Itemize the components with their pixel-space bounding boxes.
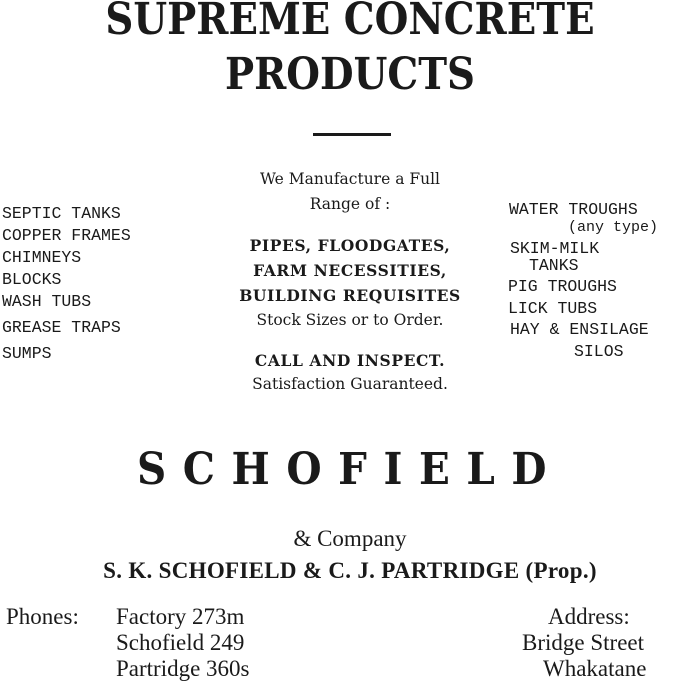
product-item: BLOCKS [2,270,62,289]
firm-partners: S. K. SCHOFIELD & C. J. PARTRIDGE (Prop.) [103,558,597,583]
address-street: Bridge Street [522,630,644,655]
headline-line-1: SUPREME CONCRETE [105,0,595,45]
phone-partridge: Partridge 360s [116,656,250,681]
call-line: CALL AND INSPECT. [254,351,446,370]
product-item: WASH TUBS [2,292,92,311]
stock-line: Stock Sizes or to Order. [256,311,444,329]
product-item: SILOS [574,342,624,361]
product-note: (any type) [568,219,659,236]
product-item: COPPER FRAMES [2,226,131,245]
bold-line-2: FARM NECESSITIES, [253,261,447,280]
bold-line-3: BUILDING REQUISITES [239,286,461,305]
firm-name: SCHOFIELD [136,444,564,495]
product-item: GREASE TRAPS [2,318,121,337]
address-town: Whakatane [543,656,647,681]
middle-column [215,0,485,400]
product-item: WATER TROUGHS [509,200,638,219]
phone-schofield: Schofield 249 [116,630,245,655]
product-item: SEPTIC TANKS [2,204,121,223]
satisfaction-line: Satisfaction Guaranteed. [252,375,448,393]
phones-label: Phones: [6,604,79,629]
product-item: LICK TUBS [508,299,598,318]
product-item: CHIMNEYS [2,248,82,267]
product-item: PIG TROUGHS [508,277,617,296]
left-products-list [2,203,131,365]
product-item: TANKS [529,256,579,275]
product-item: SUMPS [2,344,52,363]
bold-line-1: PIPES, FLOODGATES, [249,236,451,255]
phone-factory: Factory 273m [116,604,245,629]
address-label: Address: [548,604,630,629]
intro-line-1: We Manufacture a Full [259,170,441,188]
product-item: HAY & ENSILAGE [510,320,649,339]
product-item: SKIM-MILK [510,239,600,258]
firm-company: & Company [293,526,407,551]
intro-line-2: Range of : [309,195,391,213]
headline-line-2: PRODUCTS [225,49,475,100]
